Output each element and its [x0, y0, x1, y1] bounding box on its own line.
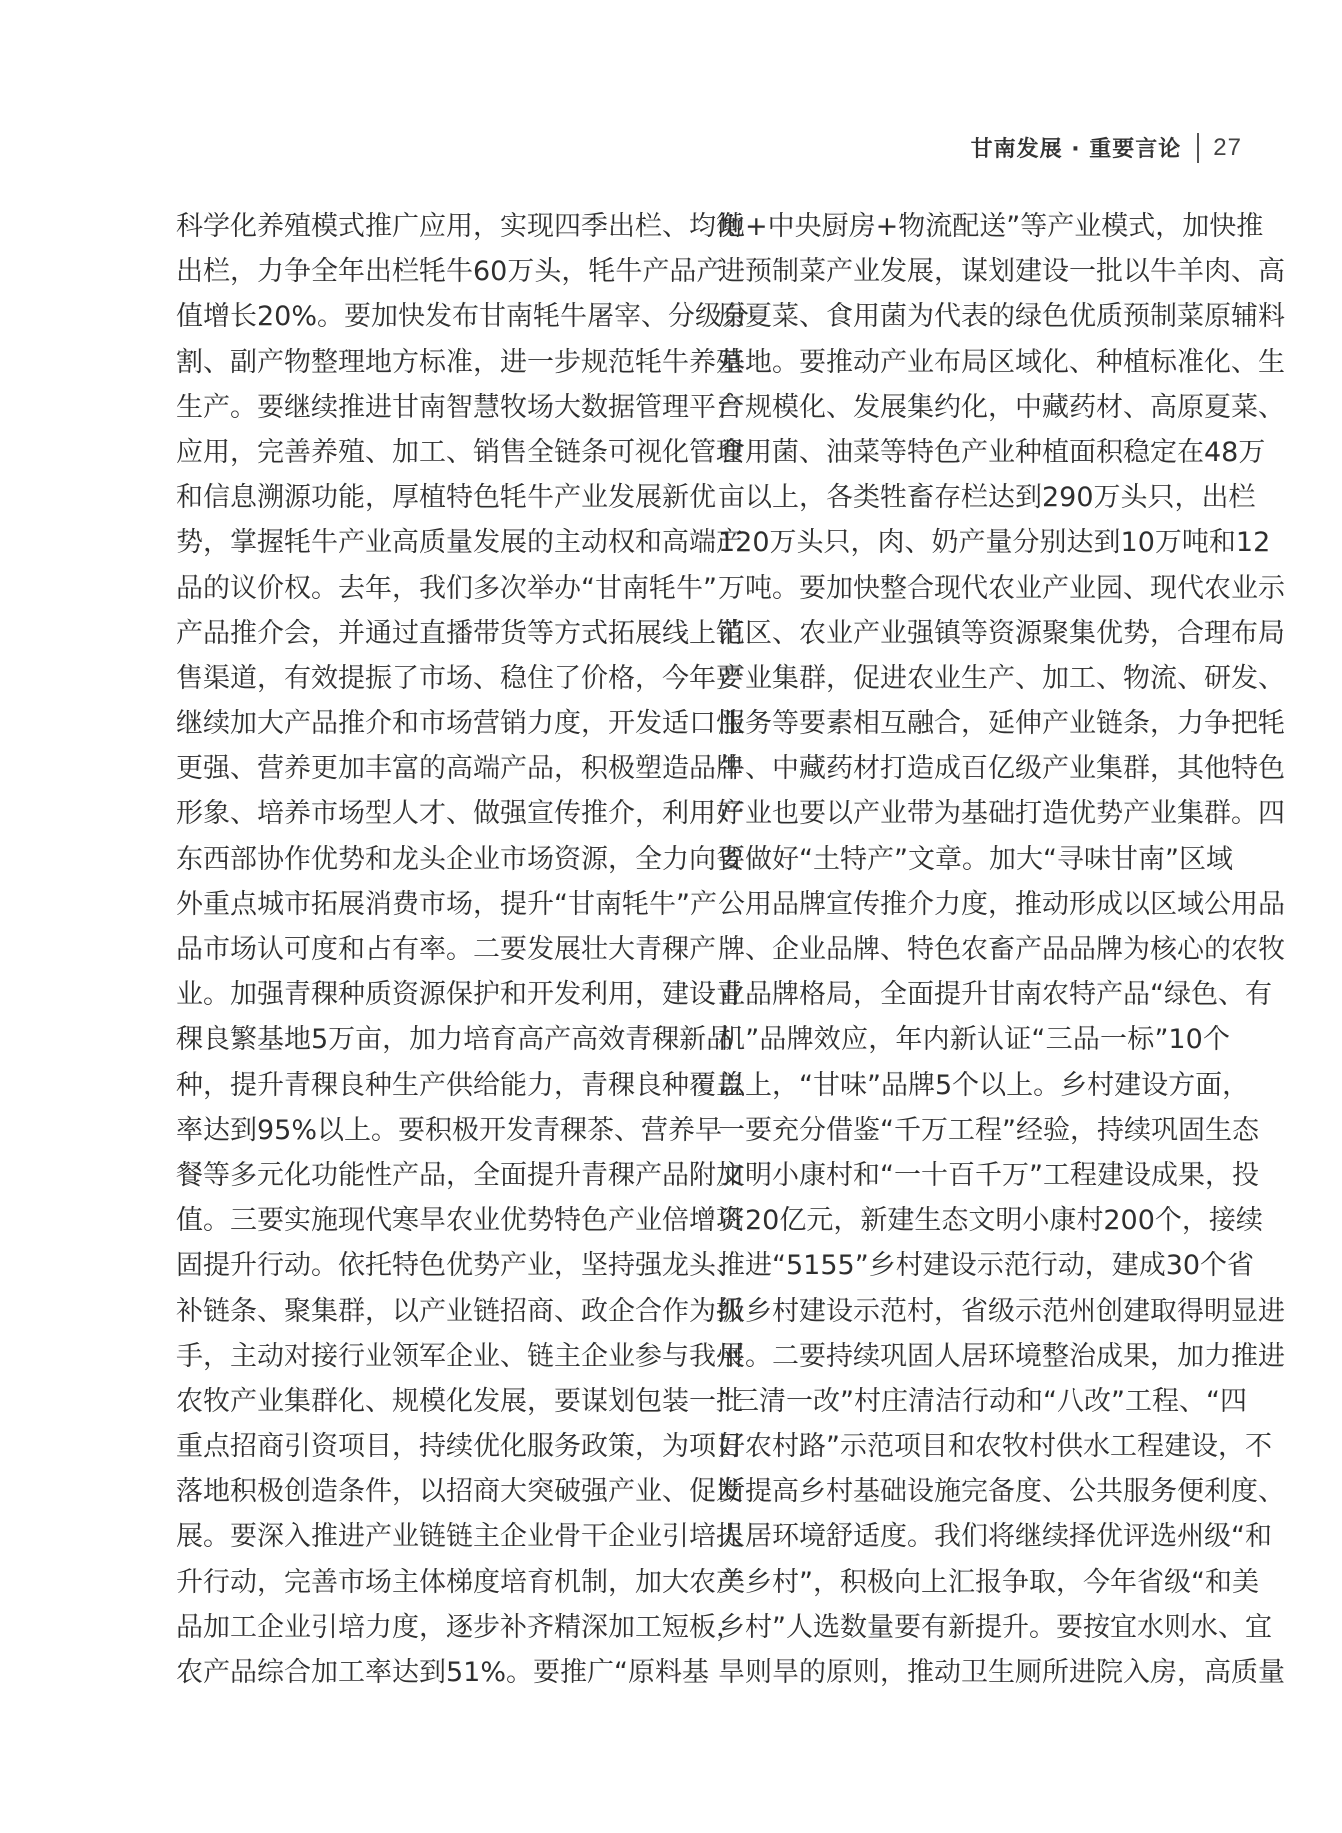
text-line: 重点招商引资项目，持续优化服务政策，为项目 — [176, 1431, 743, 1463]
text-line: 补链条、聚集群，以产业链招商、政企合作为抓 — [176, 1295, 743, 1327]
text-line: 手，主动对接行业领军企业、链主企业参与我州 — [176, 1340, 743, 1372]
text-line: 资20亿元，新建生态文明小康村200个，接续 — [718, 1205, 1263, 1237]
text-line: 产品推介会，并通过直播带货等方式拓展线上销 — [176, 617, 743, 649]
text-line: 乡村”人选数量要有新提升。要按宜水则水、宜 — [718, 1611, 1272, 1643]
left-text-column — [176, 204, 750, 1695]
text-line: 推进“5155”乡村建设示范行动，建成30个省 — [718, 1250, 1255, 1282]
text-line: 品市场认可度和占有率。二要发展壮大青稞产 — [176, 934, 716, 965]
text-line: 牌、企业品牌、特色农畜产品品牌为核心的农牧 — [718, 934, 1285, 965]
text-line: 固提升行动。依托特色优势产业，坚持强龙头、 — [176, 1250, 743, 1282]
text-line: 割、副产物整理地方标准，进一步规范牦牛养殖 — [176, 346, 743, 378]
text-line: “三清一改”村庄清洁行动和“八改”工程、“四 — [718, 1385, 1247, 1417]
text-line: 售渠道，有效提振了市场、稳住了价格，今年要 — [176, 662, 743, 694]
text-line: 原夏菜、食用菌为代表的绿色优质预制菜原辅料 — [718, 301, 1285, 333]
text-line: 基地。要推动产业布局区域化、种植标准化、生 — [718, 346, 1285, 378]
text-line: 一要充分借鉴“千万工程”经验，持续巩固生态 — [718, 1114, 1259, 1146]
text-line: 进预制菜产业发展，谋划建设一批以牛羊肉、高 — [718, 256, 1285, 288]
text-line: 产规模化、发展集约化，中藏药材、高原夏菜、 — [718, 391, 1285, 423]
text-line: 范区、农业产业强镇等资源聚集优势，合理布局 — [718, 617, 1285, 649]
text-line: 值。三要实施现代寒旱农业优势特色产业倍增巩 — [176, 1205, 743, 1237]
running-header — [971, 132, 1242, 163]
text-line: 继续加大产品推介和市场营销力度，开发适口性 — [176, 708, 743, 740]
text-line: 值增长20%。要加快发布甘南牦牛屠宰、分级分 — [176, 301, 750, 333]
text-line: 势，掌握牦牛产业高质量发展的主动权和高端产 — [176, 527, 743, 559]
text-line: 形象、培养市场型人才、做强宣传推介，利用好 — [176, 798, 743, 830]
text-line: 品加工企业引培力度，逐步补齐精深加工短板， — [176, 1611, 743, 1643]
text-line: 好农村路”示范项目和农牧村供水工程建设，不 — [718, 1431, 1272, 1463]
text-line: 产业也要以产业带为基础打造优势产业集群。四 — [718, 798, 1285, 830]
text-line: 断提高乡村基础设施完备度、公共服务便利度、 — [718, 1476, 1285, 1508]
text-line: 业品牌格局，全面提升甘南农特产品“绿色、有 — [718, 979, 1272, 1011]
text-line: 展。二要持续巩固人居环境整治成果，加力推进 — [718, 1340, 1285, 1372]
text-line: 食用菌、油菜等特色产业种植面积稳定在48万 — [718, 436, 1266, 468]
text-line: 展。要深入推进产业链链主企业骨干企业引培提 — [176, 1521, 743, 1553]
text-line: 率达到95%以上。要积极开发青稞茶、营养早 — [176, 1114, 723, 1146]
text-line: 餐等多元化功能性产品，全面提升青稞产品附加 — [176, 1159, 743, 1191]
text-line: 外重点城市拓展消费市场，提升“甘南牦牛”产 — [176, 888, 717, 920]
text-line: 美乡村”，积极向上汇报争取，今年省级“和美 — [718, 1566, 1259, 1598]
text-line: 旱则旱的原则，推动卫生厕所进院入房，高质量 — [718, 1657, 1285, 1688]
right-text-column — [718, 204, 1285, 1695]
text-line: 地+中央厨房+物流配送”等产业模式，加快推 — [718, 211, 1264, 242]
text-line: 120万头只，肉、奶产量分别达到10万吨和12 — [718, 527, 1271, 559]
text-line: 文明小康村和“一十百千万”工程建设成果，投 — [718, 1159, 1259, 1191]
text-line: 万吨。要加快整合现代农业产业园、现代农业示 — [718, 572, 1285, 604]
text-line: 农产品综合加工率达到51%。要推广“原料基 — [176, 1657, 709, 1688]
text-line: 应用，完善养殖、加工、销售全链条可视化管理 — [176, 436, 743, 468]
text-line: 以上，“甘味”品牌5个以上。乡村建设方面， — [718, 1069, 1250, 1101]
text-line: 业。加强青稞种质资源保护和开发利用，建设青 — [176, 979, 743, 1011]
text-line: 生产。要继续推进甘南智慧牧场大数据管理平台 — [176, 391, 743, 423]
text-line: 品的议价权。去年，我们多次举办“甘南牦牛” — [176, 572, 717, 604]
text-line: 服务等要素相互融合，延伸产业链条，力争把牦 — [718, 708, 1285, 740]
text-line: 升行动，完善市场主体梯度培育机制，加大农产 — [176, 1566, 743, 1598]
text-line: 人居环境舒适度。我们将继续择优评选州级“和 — [718, 1521, 1272, 1553]
text-line: 要做好“土特产”文章。加大“寻味甘南”区域 — [718, 843, 1233, 875]
text-line: 公用品牌宣传推介力度，推动形成以区域公用品 — [718, 888, 1285, 920]
section-title: 甘南发展 · 重要言论 — [970, 137, 1182, 162]
text-line: 级乡村建设示范村，省级示范州创建取得明显进 — [718, 1295, 1285, 1327]
text-line: 种，提升青稞良种生产供给能力，青稞良种覆盖 — [176, 1069, 743, 1101]
text-line: 稞良繁基地5万亩，加力培育高产高效青稞新品 — [176, 1024, 734, 1056]
header-divider — [1197, 133, 1199, 163]
text-line: 更强、营养更加丰富的高端产品，积极塑造品牌 — [176, 753, 743, 785]
text-line: 落地积极创造条件，以招商大突破强产业、促发 — [176, 1476, 743, 1508]
text-line: 亩以上，各类牲畜存栏达到290万头只，出栏 — [718, 482, 1256, 514]
text-line: 产业集群，促进农业生产、加工、物流、研发、 — [718, 662, 1285, 694]
text-line: 科学化养殖模式推广应用，实现四季出栏、均衡 — [176, 211, 743, 242]
text-line: 东西部协作优势和龙头企业市场资源，全力向省 — [176, 843, 743, 875]
text-line: 牛、中藏药材打造成百亿级产业集群，其他特色 — [718, 753, 1285, 785]
page-number: 27 — [1213, 133, 1242, 161]
text-line: 和信息溯源功能，厚植特色牦牛产业发展新优 — [176, 482, 716, 514]
text-line: 机”品牌效应，年内新认证“三品一标”10个 — [718, 1024, 1230, 1056]
text-line: 出栏，力争全年出栏牦牛60万头，牦牛产品产 — [176, 256, 724, 288]
text-line: 农牧产业集群化、规模化发展，要谋划包装一批 — [176, 1385, 743, 1417]
